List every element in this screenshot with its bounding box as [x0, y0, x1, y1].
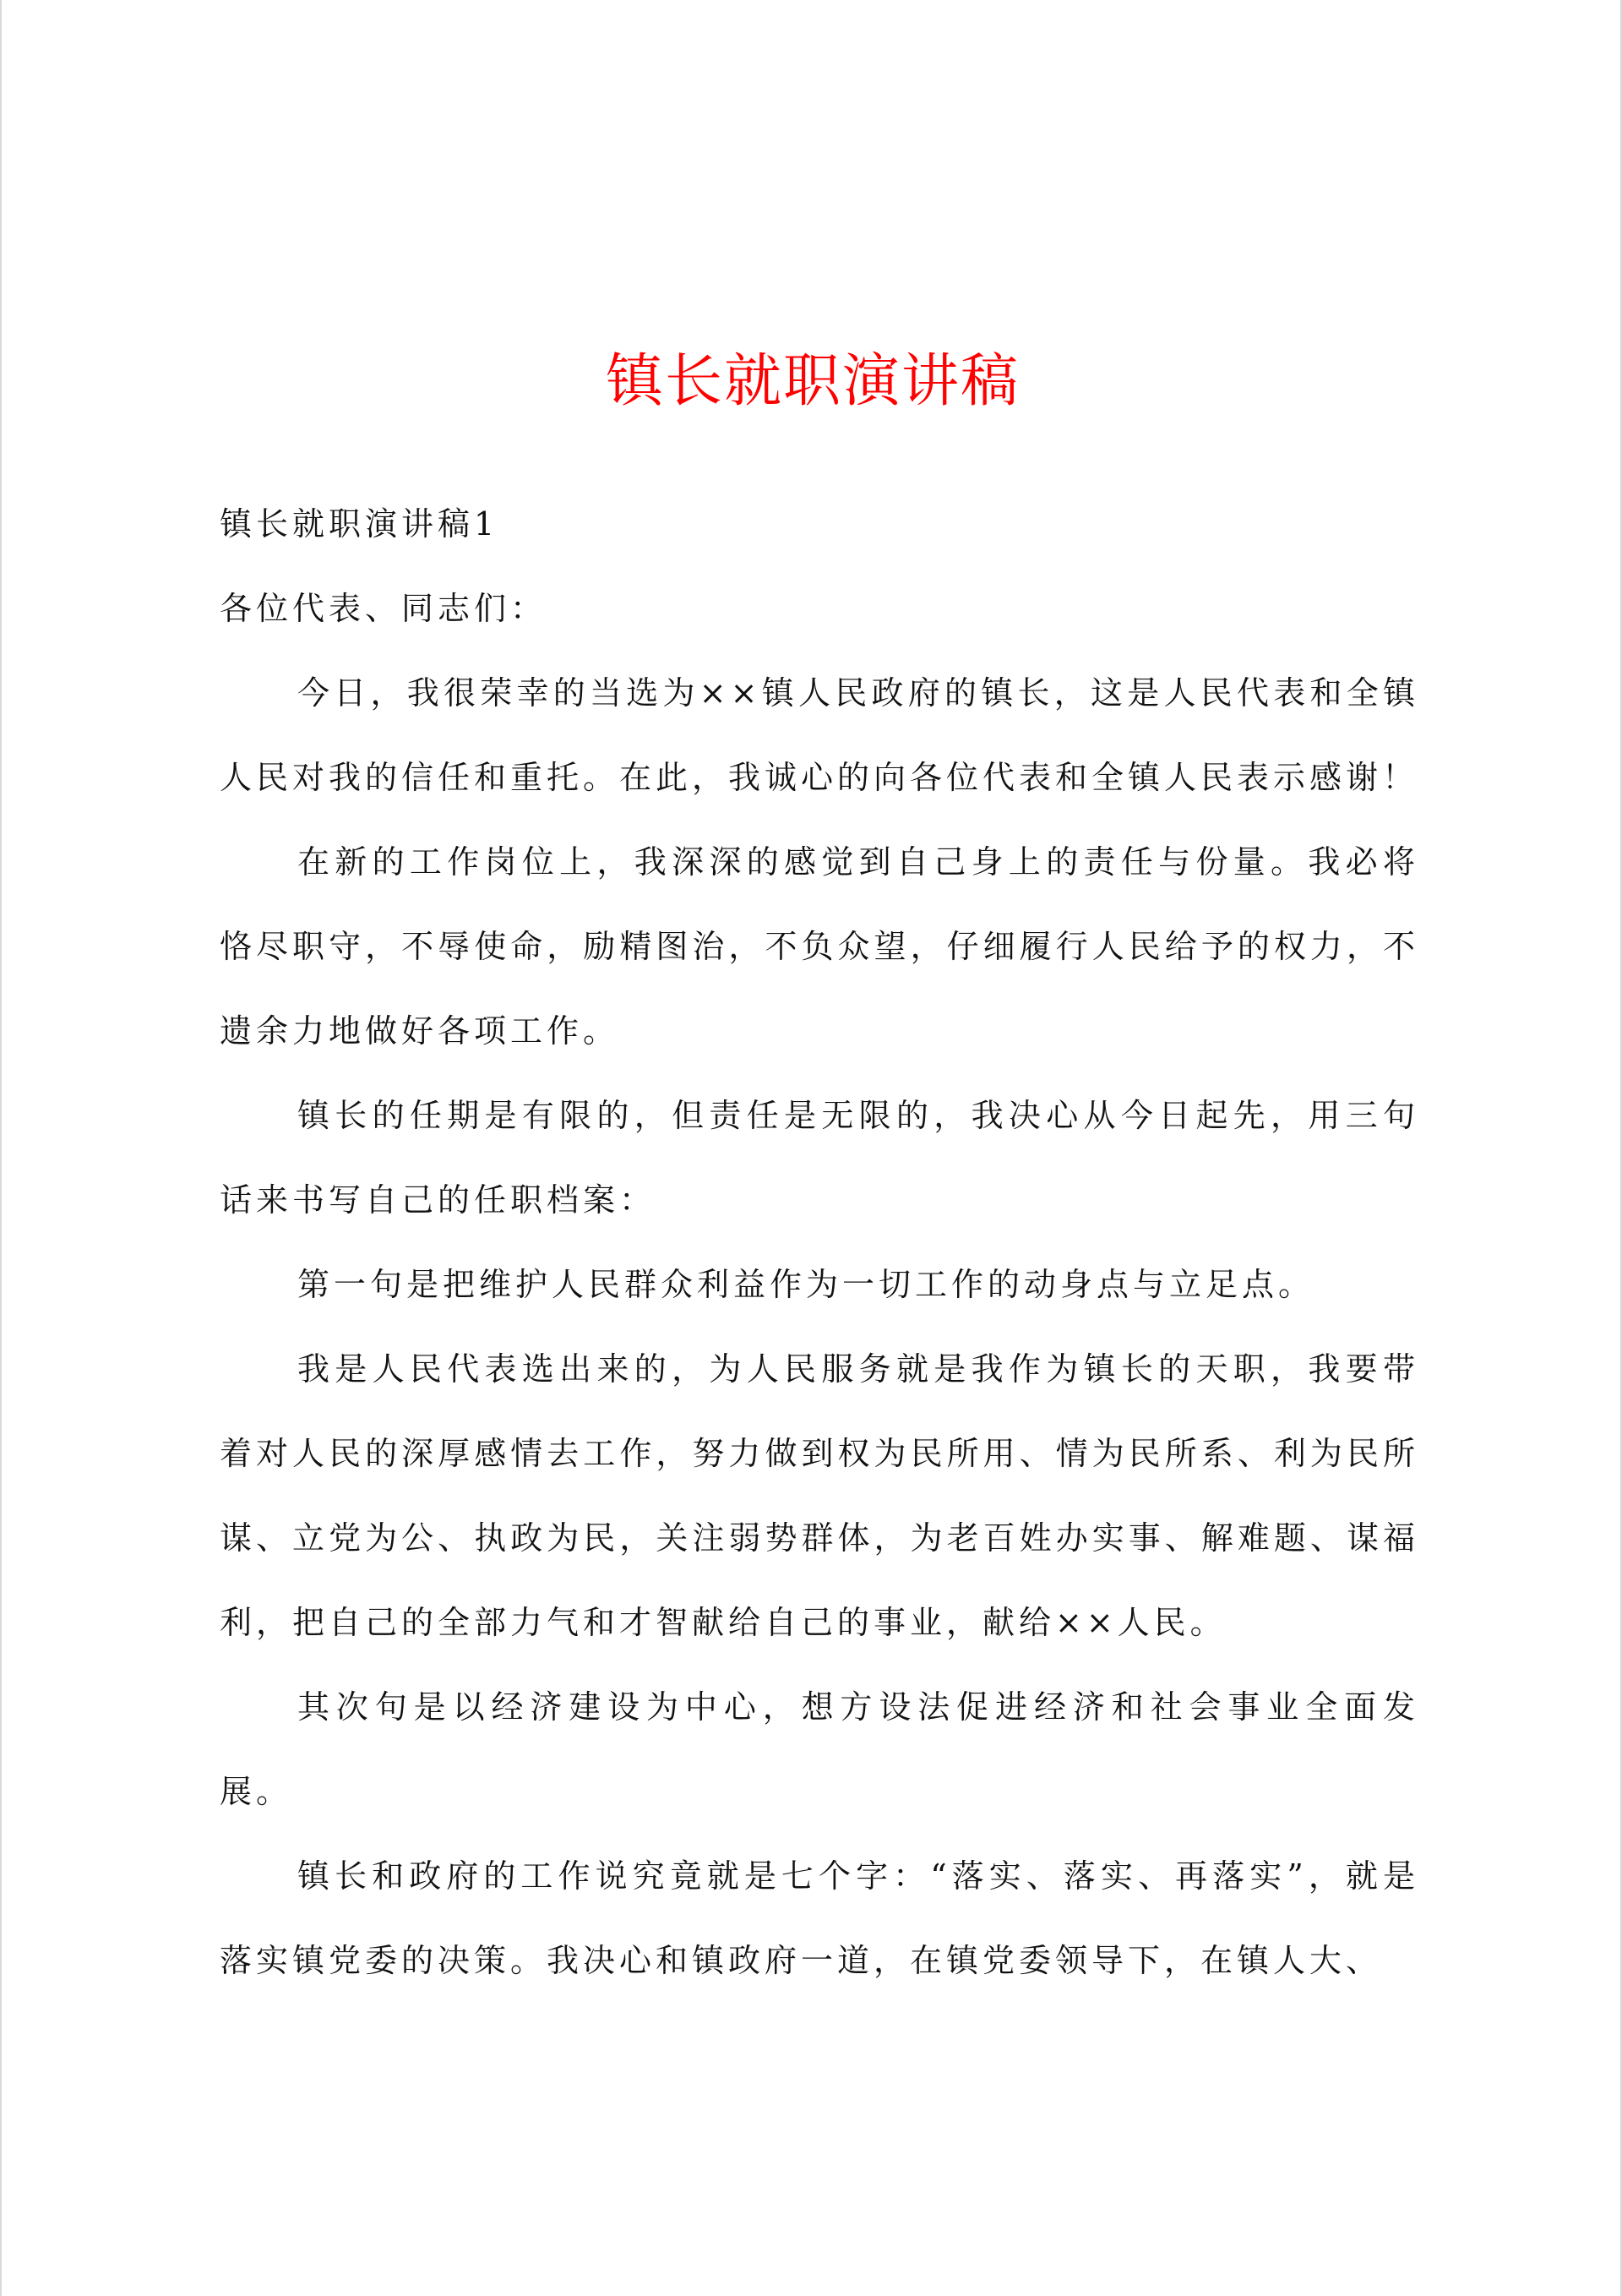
paragraph: 第一句是把维护人民群众利益作为一切工作的动身点与立足点。 [297, 1266, 1315, 1303]
document-title: 镇长就职演讲稿 [605, 348, 1020, 415]
paragraph: 镇长和政府的工作说究竟就是七个字：“落实、落实、再落实”，就是落实镇党委的决策。我决心和镇政府一道，在镇党委领导下，在镇人大、 [220, 1857, 1419, 1979]
salutation: 各位代表、同志们： [220, 590, 547, 627]
paragraph: 今日，我很荣幸的当选为××镇人民政府的镇长，这是人民代表和全镇人民对我的信任和重托。在此，我诚心的向各位代表和全镇人民表示感谢！ [220, 674, 1419, 796]
paragraph: 其次句是以经济建设为中心，想方设法促进经济和社会事业全面发展。 [220, 1688, 1419, 1810]
paragraph: 镇长的任期是有限的，但责任是无限的，我决心从今日起先，用三句话来书写自己的任职档案： [220, 1097, 1419, 1219]
document-body [220, 482, 1419, 2003]
paragraph: 在新的工作岗位上，我深深的感觉到自己身上的责任与份量。我必将恪尽职守，不辱使命，励精图治，不负众望，仔细履行人民给予的权力，不遗余力地做好各项工作。 [220, 843, 1419, 1050]
paragraph: 我是人民代表选出来的，为人民服务就是我作为镇长的天职，我要带着对人民的深厚感情去工作，努力做到权为民所用、情为民所系、利为民所谋、立党为公、执政为民，关注弱势群体，为老百姓办实事、解难题、谋福利，把自己的全部力气和才智献给自己的事业，献给××人民。 [220, 1350, 1419, 1641]
speech-subtitle: 镇长就职演讲稿1 [220, 505, 499, 543]
